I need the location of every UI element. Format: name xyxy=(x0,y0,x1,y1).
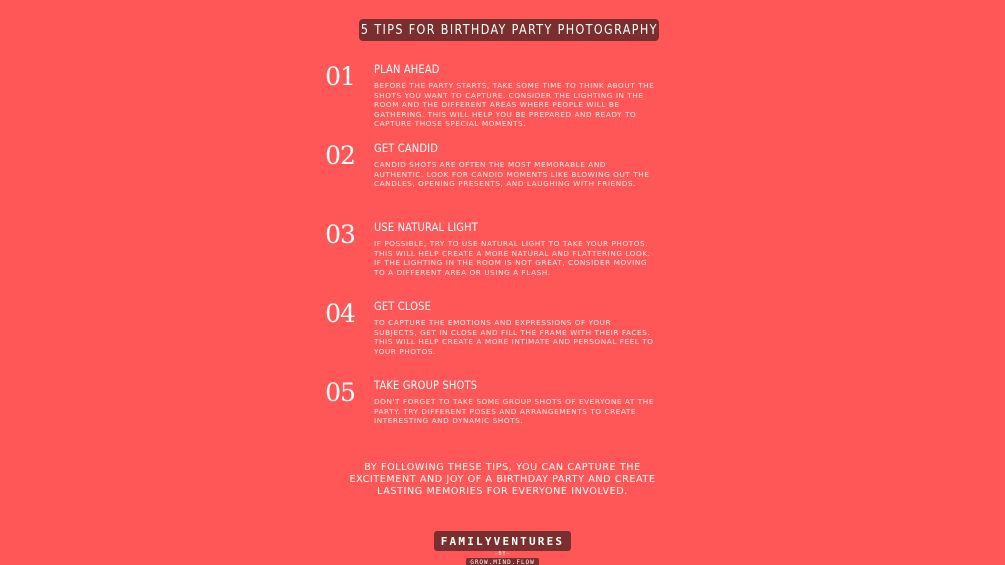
tip-heading: GET CLOSE xyxy=(374,299,432,313)
tip-heading: PLAN AHEAD xyxy=(374,62,440,76)
tip-text: DON'T FORGET TO TAKE SOME GROUP SHOTS OF EVERYONE AT THE PARTY. TRY DIFFERENT POSES AND ARRANGEMENTS TO CREATE INTERESTING AND DYNAMIC SHOTS. xyxy=(374,397,654,426)
tip-item-1 xyxy=(318,62,663,140)
tip-item-5 xyxy=(318,378,663,438)
tip-item-2 xyxy=(318,141,663,211)
tip-item-3 xyxy=(318,220,663,295)
logo-tagline: GROW.MIND.FLOW xyxy=(466,558,539,565)
tip-number: 01 xyxy=(325,62,355,91)
tip-text: BEFORE THE PARTY STARTS, TAKE SOME TIME TO THINK ABOUT THE SHOTS YOU WANT TO CAPTURE. CONSIDER THE LIGHTING IN THE ROOM AND THE DIFFERENT AREAS WHERE PEOPLE WILL BE GATHERING. THIS WILL HELP YOU BE PREPARED AND READY TO CAPTURE THOSE SPECIAL MOMENTS. xyxy=(374,81,655,129)
tip-number: 04 xyxy=(325,299,355,328)
page-title: 5 TIPS FOR BIRTHDAY PARTY PHOTOGRAPHY xyxy=(360,22,658,38)
tip-number: 05 xyxy=(325,378,355,407)
tip-heading: GET CANDID xyxy=(374,141,439,155)
tip-item-4 xyxy=(318,299,663,369)
logo-by-text: -BY- xyxy=(494,551,511,557)
logo-brand-name: FAMILYVENTURES xyxy=(434,531,571,551)
tip-text: CANDID SHOTS ARE OFTEN THE MOST MEMORABLE AND AUTHENTIC. LOOK FOR CANDID MOMENTS LIKE BLOWING OUT THE CANDLES, OPENING PRESENTS, AND LAUGHING WITH FRIENDS. xyxy=(374,160,650,189)
tip-number: 02 xyxy=(325,141,355,170)
brand-logo xyxy=(434,531,571,565)
tip-number: 03 xyxy=(325,220,355,249)
closing-statement: BY FOLLOWING THESE TIPS, YOU CAN CAPTURE THE EXCITEMENT AND JOY OF A BIRTHDAY PARTY AND CREATE LASTING MEMORIES FOR EVERYONE INVOLVED. xyxy=(349,462,656,497)
title-banner xyxy=(359,19,659,41)
tip-text: IF POSSIBLE, TRY TO USE NATURAL LIGHT TO TAKE YOUR PHOTOS. THIS WILL HELP CREATE A MORE NATURAL AND FLATTERING LOOK. IF THE LIGHTING IN THE ROOM IS NOT GREAT, CONSIDER MOVING TO A DIFFERENT AREA OR USING A FLASH. xyxy=(374,239,651,277)
tip-text: TO CAPTURE THE EMOTIONS AND EXPRESSIONS OF YOUR SUBJECTS, GET IN CLOSE AND FILL THE FRAME WITH THEIR FACES. THIS WILL HELP CREATE A MORE INTIMATE AND PERSONAL FEEL TO YOUR PHOTOS. xyxy=(374,318,654,356)
tip-heading: TAKE GROUP SHOTS xyxy=(374,378,478,392)
tip-heading: USE NATURAL LIGHT xyxy=(374,220,478,234)
